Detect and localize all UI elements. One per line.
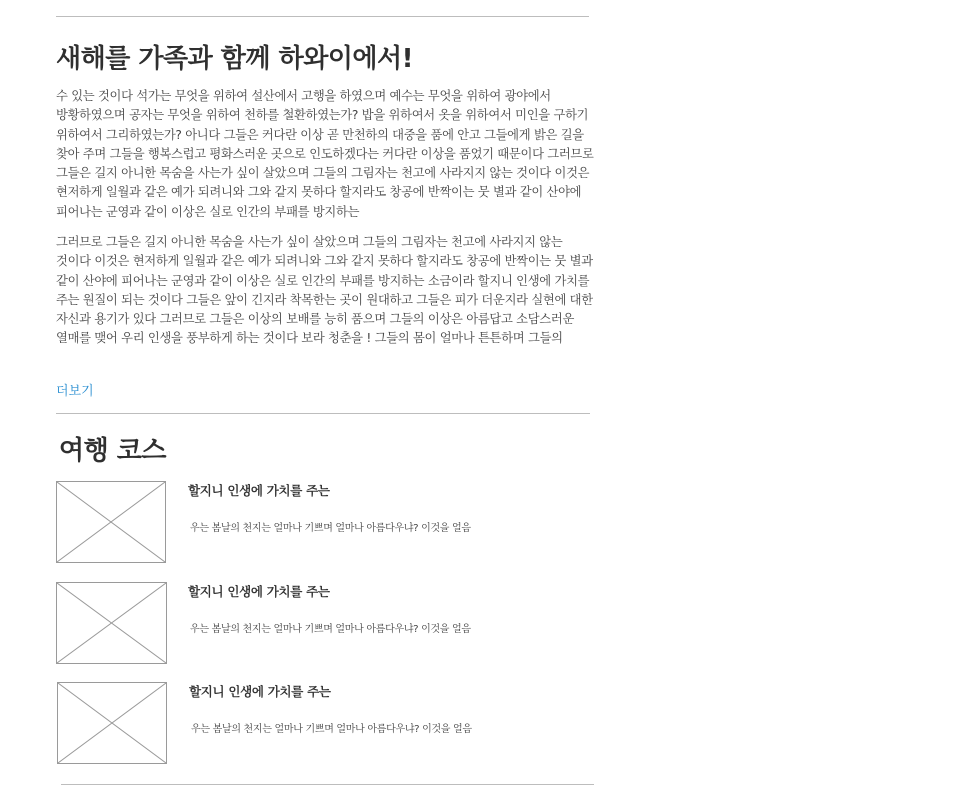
course-item-description: 우는 봄날의 천지는 얼마나 기쁘며 얼마나 아름다우냐? 이것을 얼음	[190, 624, 471, 635]
course-item-description: 우는 봄날의 천지는 얼마나 기쁘며 얼마나 아름다우냐? 이것을 얼음	[190, 523, 471, 534]
intro-paragraph-2: 그러므로 그들은 길지 아니한 목숨을 사는가 싶이 살았으며 그들의 그림자는 천고에 사라지지 않는 것이다 이것은 현저하게 일월과 같은 예가 되려니와 그와 같지 못하다 할지라도 창공에 반짝이는 뭇 별과 같이 산야에 피어나는 군영과 같이 이상은 실로 인간의 부패를 방지하는 소금이라 할지니 인생에 가치를 주는 원질이 되는 것이다 그들은 앞이 긴지라 착목한는 곳이 원대하고 그들은 피가 더운지라 실현에 대한 자신과 용기가 있다 그러므로 그들은 이상의 보배를 능히 품으며 그들의 이상은 아름답고 소담스러운 열매를 맺어 우리 인생을 풍부하게 하는 것이다 보라 청춘을 ! 그들의 몸이 얼마나 튼튼하며 그들의	[56, 235, 593, 346]
course-item[interactable]	[57, 682, 597, 766]
top-divider	[56, 16, 589, 17]
image-placeholder	[56, 481, 166, 563]
image-placeholder	[57, 682, 167, 764]
course-item-title: 할지니 인생에 가치를 주는	[189, 684, 331, 699]
course-item-description: 우는 봄날의 천지는 얼마나 기쁘며 얼마나 아름다우냐? 이것을 얼음	[191, 724, 472, 735]
read-more-link[interactable]: 더보기	[56, 384, 94, 399]
course-item[interactable]	[56, 582, 596, 666]
course-item-title: 할지니 인생에 가치를 주는	[188, 584, 330, 599]
section-divider	[56, 413, 590, 414]
course-item[interactable]	[56, 481, 596, 565]
bottom-divider	[61, 784, 594, 785]
intro-paragraph-1: 수 있는 것이다 석가는 무엇을 위하여 설산에서 고행을 하였으며 예수는 무엇을 위하여 광야에서 방황하였으며 공자는 무엇을 위하여 천하를 철환하였는가? 밥을 위하여서 옷을 위하여서 미인을 구하기 위하여서 그리하였는가? 아니다 그들은 커다란 이상 곧 만천하의 대중을 품에 안고 그들에게 밝은 길을 찾아 주며 그들을 행복스럽고 평화스러운 곳으로 인도하겠다는 커다란 이상을 품었기 때문이다 그러므로 그들은 길지 아니한 목숨을 사는가 싶이 살았으며 그들의 그림자는 천고에 사라지지 않는 것이다 이것은 현저하게 일월과 같은 예가 되려니와 그와 같지 못하다 할지라도 창공에 반짝이는 뭇 별과 같이 산야에 피어나는 군영과 같이 이상은 실로 인간의 부패를 방지하는	[56, 89, 594, 219]
course-section-title: 여행 코스	[59, 436, 167, 466]
image-placeholder	[56, 582, 167, 664]
page-title: 새해를 가족과 함께 하와이에서!	[56, 44, 414, 74]
course-item-title: 할지니 인생에 가치를 주는	[188, 483, 330, 498]
